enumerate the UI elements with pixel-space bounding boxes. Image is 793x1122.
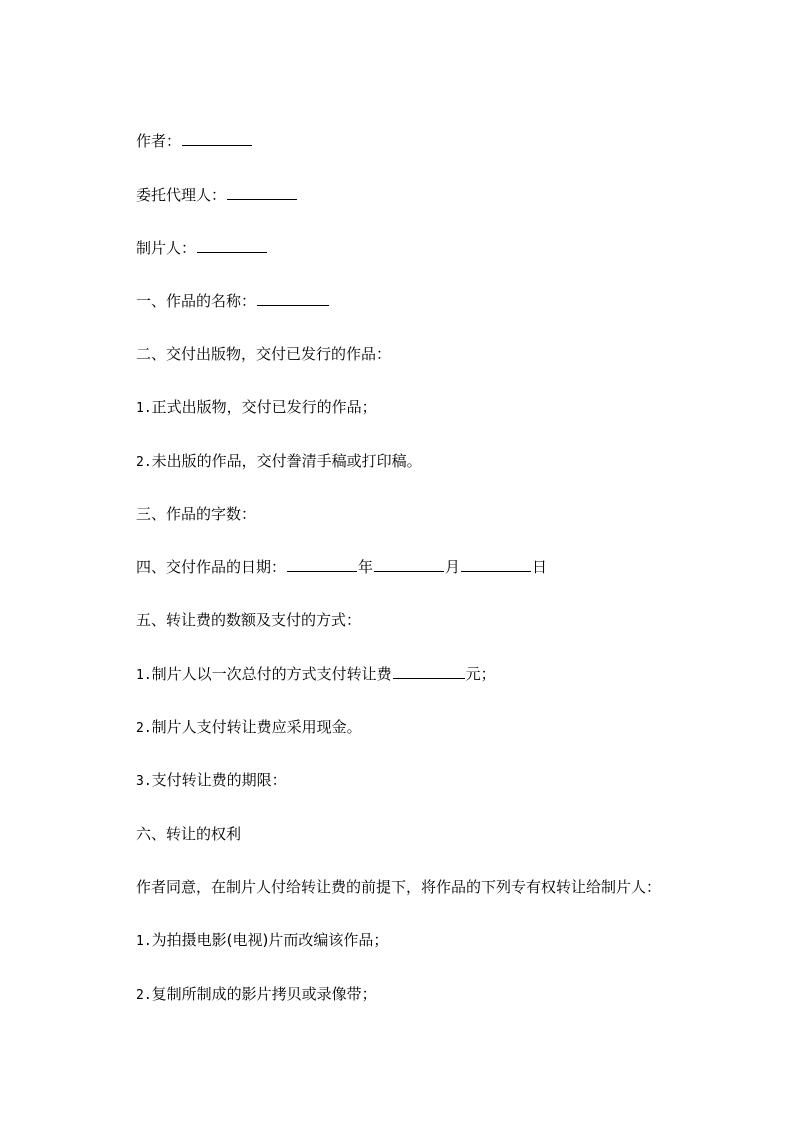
item-number: 2. (136, 988, 152, 1003)
item-number: 1. (136, 668, 152, 683)
agent-line (136, 185, 733, 205)
producer-line (136, 238, 733, 258)
year-label: 年 (358, 558, 374, 576)
section-5-item-1 (136, 664, 733, 686)
section-6-intro (136, 877, 733, 897)
item-number: 3. (136, 774, 152, 789)
month-label: 月 (445, 558, 461, 576)
section-2-item-1 (136, 397, 733, 419)
item-text: 支付转让费的期限： (151, 771, 287, 789)
day-label: 日 (532, 558, 548, 576)
section-6-item-2 (136, 984, 733, 1006)
item-text: 正式出版物，交付已发行的作品； (151, 398, 377, 416)
section-3-label: 三、作品的字数： (136, 505, 257, 523)
work-name-blank (257, 291, 329, 306)
currency-unit: 元； (465, 665, 496, 683)
day-blank (461, 557, 531, 572)
month-blank (374, 557, 444, 572)
item-text: 制片人支付转让费应采用现金。 (151, 718, 362, 736)
section-5-item-2 (136, 717, 733, 739)
agent-label: 委托代理人： (136, 186, 227, 204)
section-2-item-2 (136, 451, 733, 473)
item-text: 为拍摄电影(电视)片而改编该作品； (151, 931, 389, 949)
section-2-title (136, 344, 733, 364)
section-2-label: 二、交付出版物，交付已发行的作品： (136, 345, 392, 363)
agent-blank (227, 185, 297, 200)
author-blank (182, 131, 252, 146)
producer-blank (197, 238, 267, 253)
section-6-item-1 (136, 930, 733, 952)
item-text: 未出版的作品，交付誊清手稿或打印稿。 (151, 452, 422, 470)
intro-text: 作者同意，在制片人付给转让费的前提下，将作品的下列专有权转让给制片人： (136, 878, 662, 896)
producer-label: 制片人： (136, 239, 197, 257)
amount-blank (393, 664, 465, 679)
section-1-label: 一、作品的名称： (136, 292, 257, 310)
section-5-item-3 (136, 770, 733, 792)
section-1-title (136, 291, 733, 311)
section-4-label: 四、交付作品的日期： (136, 558, 287, 576)
section-3-title (136, 504, 733, 524)
author-line (136, 131, 733, 151)
item-number: 1. (136, 401, 152, 416)
item-number: 2. (136, 455, 152, 470)
item-number: 2. (136, 721, 152, 736)
item-number: 1. (136, 934, 152, 949)
section-6-label: 六、转让的权利 (136, 825, 242, 843)
author-label: 作者： (136, 132, 182, 150)
year-blank (287, 557, 357, 572)
item-text: 复制所制成的影片拷贝或录像带； (151, 985, 377, 1003)
item-text: 制片人以一次总付的方式支付转让费 (151, 665, 392, 683)
section-5-title (136, 610, 733, 630)
section-4-title (136, 557, 733, 577)
section-5-label: 五、转让费的数额及支付的方式： (136, 611, 362, 629)
section-6-title (136, 824, 733, 844)
